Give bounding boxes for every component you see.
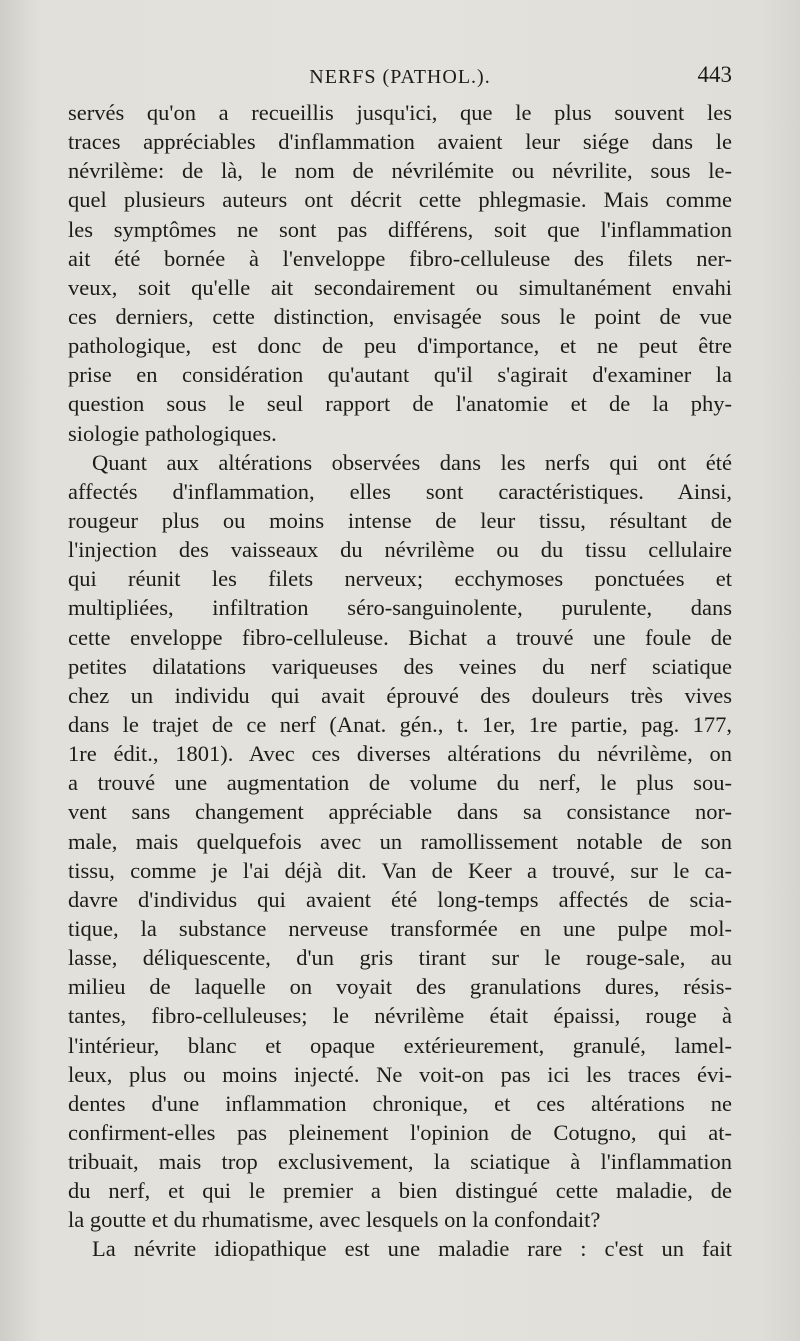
text-line: Quant aux altérations observées dans les nerfs qui ont été: [92, 449, 732, 475]
text-line: davre d'individus qui avaient été long-temps affectés de scia-: [68, 886, 732, 912]
body-text: [68, 98, 732, 1264]
text-line: ait été bornée à l'enveloppe fibro-celluleuse des filets ner-: [68, 245, 732, 271]
text-line: tique, la substance nerveuse transformée en une pulpe mol-: [68, 915, 732, 941]
text-line: qui réunit les filets nerveux; ecchymoses ponctuées et: [68, 566, 732, 592]
text-line: rougeur plus ou moins intense de leur tissu, résultant de: [68, 507, 732, 533]
text-line: servés qu'on a recueillis jusqu'ici, que le plus souvent les: [68, 100, 732, 125]
text-line: traces appréciables d'inflammation avaient leur siége dans le: [68, 129, 732, 155]
text-line: tribuait, mais trop exclusivement, la sciatique à l'inflammation: [68, 1149, 732, 1175]
text-line: veux, soit qu'elle ait secondairement ou simultanément envahi: [68, 274, 732, 300]
text-line: les symptômes ne sont pas différens, soit que l'inflammation: [68, 216, 732, 242]
text-line: du nerf, et qui le premier a bien distingué cette maladie, de: [68, 1178, 732, 1204]
text-line: quel plusieurs auteurs ont décrit cette phlegmasie. Mais comme: [68, 187, 732, 213]
text-line: pathologique, est donc de peu d'importance, et ne peut être: [68, 333, 732, 359]
page-header: [68, 62, 732, 96]
text-line: confirment-elles pas pleinement l'opinion de Cotugno, qui at-: [68, 1119, 732, 1145]
text-line: leux, plus ou moins injecté. Ne voit-on pas ici les traces évi-: [68, 1061, 732, 1087]
text-line: la goutte et du rhumatisme, avec lesquels on la confondait?: [68, 1207, 601, 1233]
text-line: multipliées, infiltration séro-sanguinolente, purulente, dans: [68, 595, 732, 621]
text-line: cette enveloppe fibro-celluleuse. Bichat a trouvé une foule de: [68, 624, 732, 650]
text-line: question sous le seul rapport de l'anatomie et de la phy-: [68, 391, 732, 417]
text-line: l'injection des vaisseaux du névrilème ou du tissu cellulaire: [68, 537, 732, 563]
text-line: 1re édit., 1801). Avec ces diverses altérations du névrilème, on: [68, 741, 732, 767]
text-line: névrilème: de là, le nom de névrilémite ou névrilite, sous le-: [68, 158, 732, 184]
text-line: a trouvé une augmentation de volume du nerf, le plus sou-: [68, 770, 732, 796]
text-line: l'intérieur, blanc et opaque extérieurement, granulé, lamel-: [68, 1032, 732, 1058]
text-line: lasse, déliquescente, d'un gris tirant sur le rouge-sale, au: [68, 945, 732, 971]
page-number: 443: [697, 62, 732, 87]
text-line: tantes, fibro-celluleuses; le névrilème était épaissi, rouge à: [68, 1003, 732, 1029]
text-line: affectés d'inflammation, elles sont caractéristiques. Ainsi,: [68, 478, 732, 504]
text-line: ces derniers, cette distinction, envisagée sous le point de vue: [68, 303, 732, 329]
text-line: La névrite idiopathique est une maladie rare : c'est un fait: [92, 1236, 732, 1262]
text-line: milieu de laquelle on voyait des granulations dures, résis-: [68, 974, 732, 1000]
text-line: siologie pathologiques.: [68, 420, 277, 446]
running-head: NERFS (PATHOL.).: [309, 66, 491, 88]
text-line: vent sans changement appréciable dans sa consistance nor-: [68, 799, 732, 825]
text-line: male, mais quelquefois avec un ramollissement notable de son: [68, 828, 732, 854]
text-line: dentes d'une inflammation chronique, et ces altérations ne: [68, 1090, 732, 1116]
text-line: tissu, comme je l'ai déjà dit. Van de Keer a trouvé, sur le ca-: [68, 857, 732, 883]
text-line: petites dilatations variqueuses des veines du nerf sciatique: [68, 653, 732, 679]
text-line: prise en considération qu'autant qu'il s'agirait d'examiner la: [68, 362, 732, 388]
text-line: dans le trajet de ce nerf (Anat. gén., t. 1er, 1re partie, pag. 177,: [68, 711, 732, 737]
text-line: chez un individu qui avait éprouvé des douleurs très vives: [68, 682, 732, 708]
